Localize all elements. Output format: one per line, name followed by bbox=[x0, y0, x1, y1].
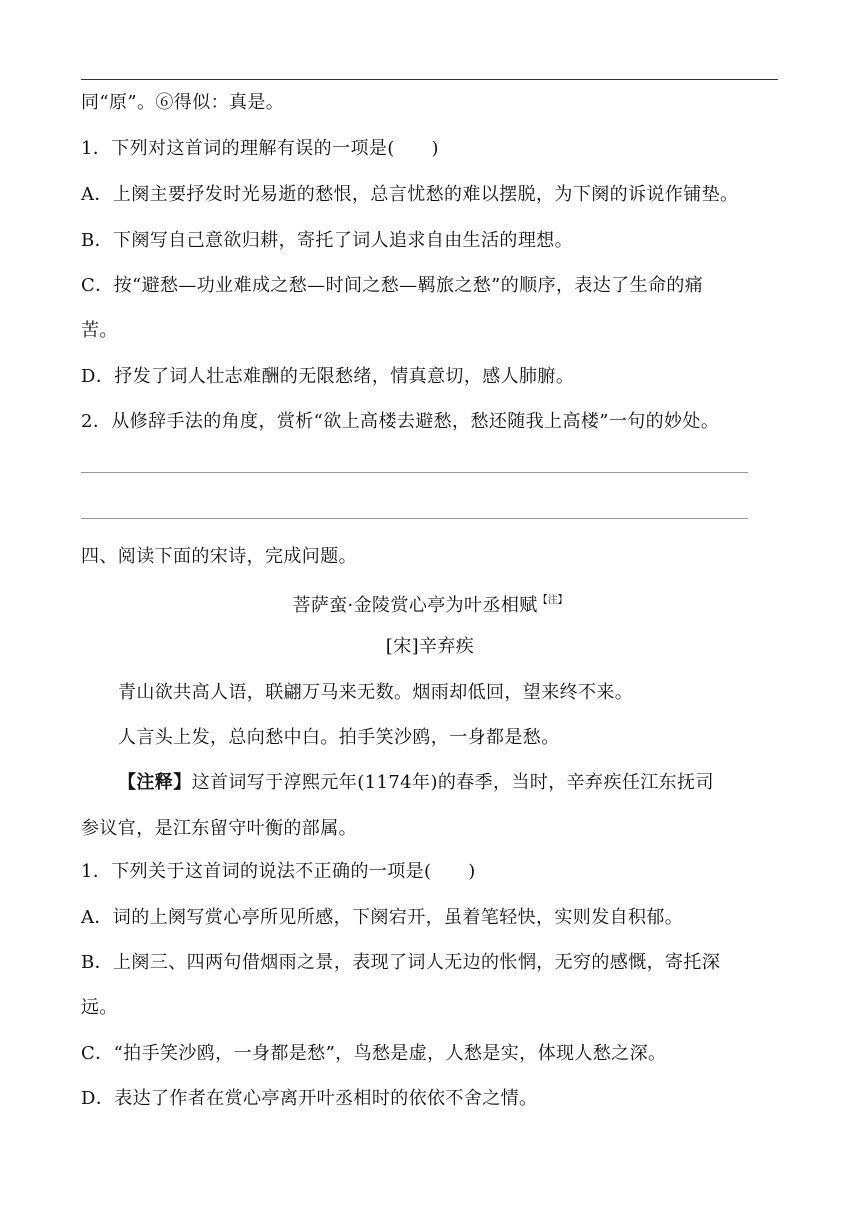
poem-author: [宋]辛弃疾 bbox=[385, 636, 475, 657]
note-line-2: 参议官，是江东留守叶衡的部属。 bbox=[81, 818, 357, 839]
answer-line bbox=[81, 472, 748, 473]
option-c-cont: 苦。 bbox=[81, 320, 118, 341]
poem-line-1: 青山欲共高人语，联翩万马来无数。烟雨却低回，望来终不来。 bbox=[118, 682, 634, 703]
option-b-cont: 远。 bbox=[81, 997, 118, 1018]
poem-title: 菩萨蛮·金陵赏心亭为叶丞相赋$^{【注】}$ bbox=[292, 595, 568, 616]
header-rule bbox=[81, 79, 778, 80]
question-2: 2．从修辞手法的角度，赏析“欲上高楼去避愁，愁还随我上高楼”一句的妙处。 bbox=[81, 411, 720, 432]
note-line-1: 【注释】这首词写于淳熙元年(1174年)的春季，当时，辛弃疾任江东抚司 bbox=[118, 772, 714, 793]
option-a: A．词的上阕写赏心亭所见所感，下阕宕开，虽着笔轻快，实则发自积郁。 bbox=[81, 907, 684, 928]
title-note-mark: 【注】 bbox=[537, 595, 568, 606]
option-d: D．抒发了词人壮志难酬的无限愁绪，情真意切，感人肺腑。 bbox=[81, 366, 575, 387]
question-1: 1．下列对这首词的理解有误的一项是( ) bbox=[81, 138, 439, 159]
note-label: 【注释】 bbox=[118, 772, 192, 793]
text-line: 同“原”。⑥得似：真是。 bbox=[81, 92, 285, 113]
option-c: C．按“避愁—功业难成之愁—时间之愁—羁旅之愁”的顺序，表达了生命的痛 bbox=[81, 275, 704, 296]
section-heading: 四、阅读下面的宋诗，完成问题。 bbox=[81, 546, 357, 567]
option-a: A．上阕主要抒发时光易逝的愁恨，总言忧愁的难以摆脱，为下阕的诉说作铺垫。 bbox=[81, 184, 739, 205]
option-d: D．表达了作者在赏心亭离开叶丞相时的依依不舍之情。 bbox=[81, 1088, 538, 1109]
option-c: C．“拍手笑沙鸥，一身都是愁”，鸟愁是虚，人愁是实，体现人愁之深。 bbox=[81, 1043, 667, 1064]
poem-line-2: 人言头上发，总向愁中白。拍手笑沙鸥，一身都是愁。 bbox=[118, 727, 560, 748]
option-b: B．下阕写自己意欲归耕，寄托了词人追求自由生活的理想。 bbox=[81, 230, 574, 251]
option-b: B．上阕三、四两句借烟雨之景，表现了词人无边的怅惘，无穷的感慨，寄托深 bbox=[81, 952, 721, 973]
question-1: 1．下列关于这首词的说法不正确的一项是( ) bbox=[81, 861, 476, 882]
answer-line bbox=[81, 518, 748, 519]
